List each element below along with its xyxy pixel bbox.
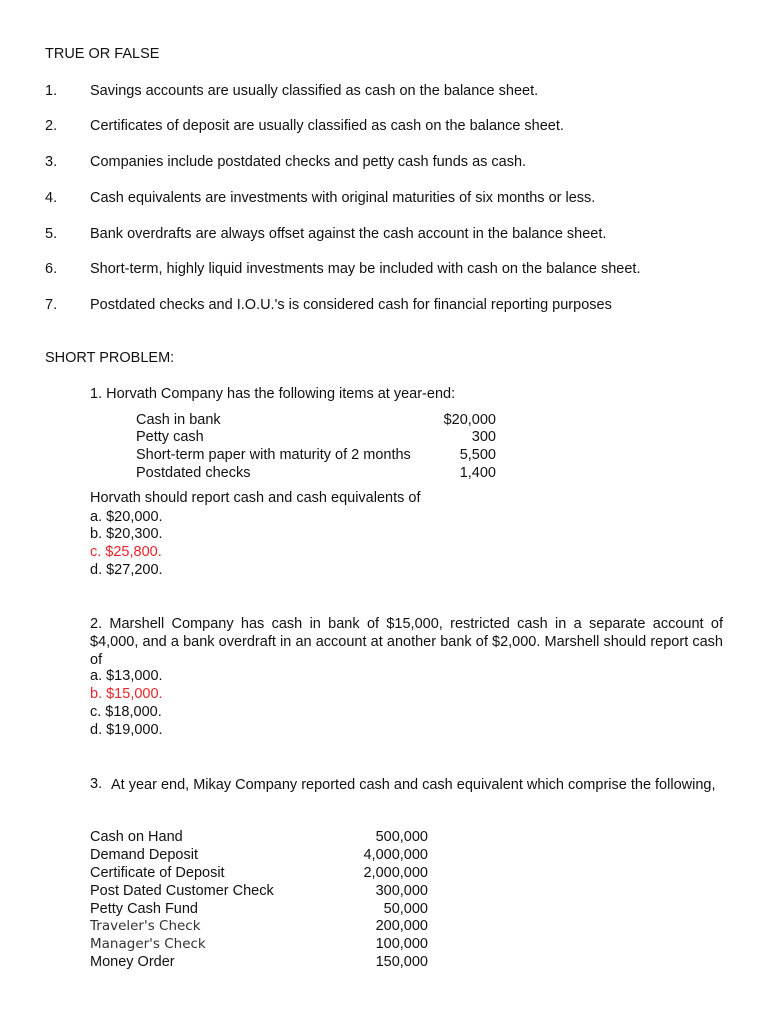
tf-statement: Bank overdrafts are always offset against the cash account in the balance sheet. (90, 226, 607, 242)
item-label: Short-term paper with maturity of 2 months (136, 447, 411, 463)
problem-3-number: 3. (90, 776, 103, 792)
choice: c. $18,000. (90, 704, 162, 720)
problem-3-intro: At year end, Mikay Company reported cash and cash equivalent which comprise the following, (111, 777, 716, 793)
choice-answer: c. $25,800. (90, 544, 162, 560)
item-amount: 300 (471, 429, 496, 445)
tf-statement: Cash equivalents are investments with original maturities of six months or less. (90, 190, 596, 206)
item-amount: 500,000 (375, 829, 428, 845)
item-label: Demand Deposit (90, 847, 198, 863)
tf-statement: Savings accounts are usually classified as cash on the balance sheet. (90, 83, 539, 99)
tf-statement: Certificates of deposit are usually classified as cash on the balance sheet. (90, 118, 564, 134)
problem-1-intro: 1. Horvath Company has the following items at year-end: (90, 386, 456, 402)
tf-number: 4. (45, 190, 58, 206)
tf-number: 7. (45, 297, 58, 313)
item-label: Petty Cash Fund (90, 901, 198, 917)
tf-number: 2. (45, 118, 58, 134)
tf-number: 6. (45, 261, 58, 277)
choice: a. $20,000. (90, 509, 163, 525)
choice-answer: b. $15,000. (90, 686, 163, 702)
tf-number: 3. (45, 154, 58, 170)
item-label: Manager's Check (90, 936, 206, 952)
choice: b. $20,300. (90, 526, 163, 542)
item-amount: 150,000 (375, 954, 428, 970)
problem-2-text: 2. Marshell Company has cash in bank of $15,000, restricted cash in a separate account of $4,000, and a bank overdraft in an account at another bank of $2,000. Marshell should report cash of (90, 616, 723, 668)
item-amount: 2,000,000 (363, 865, 428, 881)
tf-statement: Short-term, highly liquid investments may be included with cash on the balance sheet. (90, 261, 641, 277)
choice: d. $19,000. (90, 722, 163, 738)
item-amount: 5,500 (459, 447, 496, 463)
true-false-heading: TRUE OR FALSE (45, 46, 160, 62)
problem-1-question: Horvath should report cash and cash equivalents of (90, 490, 421, 506)
short-problem-heading: SHORT PROBLEM: (45, 350, 175, 366)
choice: d. $27,200. (90, 562, 163, 578)
item-label: Certificate of Deposit (90, 865, 225, 881)
item-amount: 200,000 (375, 918, 428, 934)
item-amount: $20,000 (443, 412, 496, 428)
item-amount: 4,000,000 (363, 847, 428, 863)
tf-number: 1. (45, 83, 58, 99)
tf-number: 5. (45, 226, 58, 242)
item-label: Cash on Hand (90, 829, 183, 845)
item-label: Post Dated Customer Check (90, 883, 274, 899)
item-amount: 50,000 (383, 901, 428, 917)
item-label: Petty cash (136, 429, 204, 445)
item-amount: 1,400 (459, 465, 496, 481)
choice: a. $13,000. (90, 668, 163, 684)
item-amount: 100,000 (375, 936, 428, 952)
tf-statement: Companies include postdated checks and petty cash funds as cash. (90, 154, 527, 170)
item-label: Postdated checks (136, 465, 251, 481)
item-label: Traveler's Check (90, 918, 201, 934)
item-label: Cash in bank (136, 412, 221, 428)
item-label: Money Order (90, 954, 175, 970)
tf-statement: Postdated checks and I.O.U.'s is considered cash for financial reporting purposes (90, 297, 612, 313)
item-amount: 300,000 (375, 883, 428, 899)
